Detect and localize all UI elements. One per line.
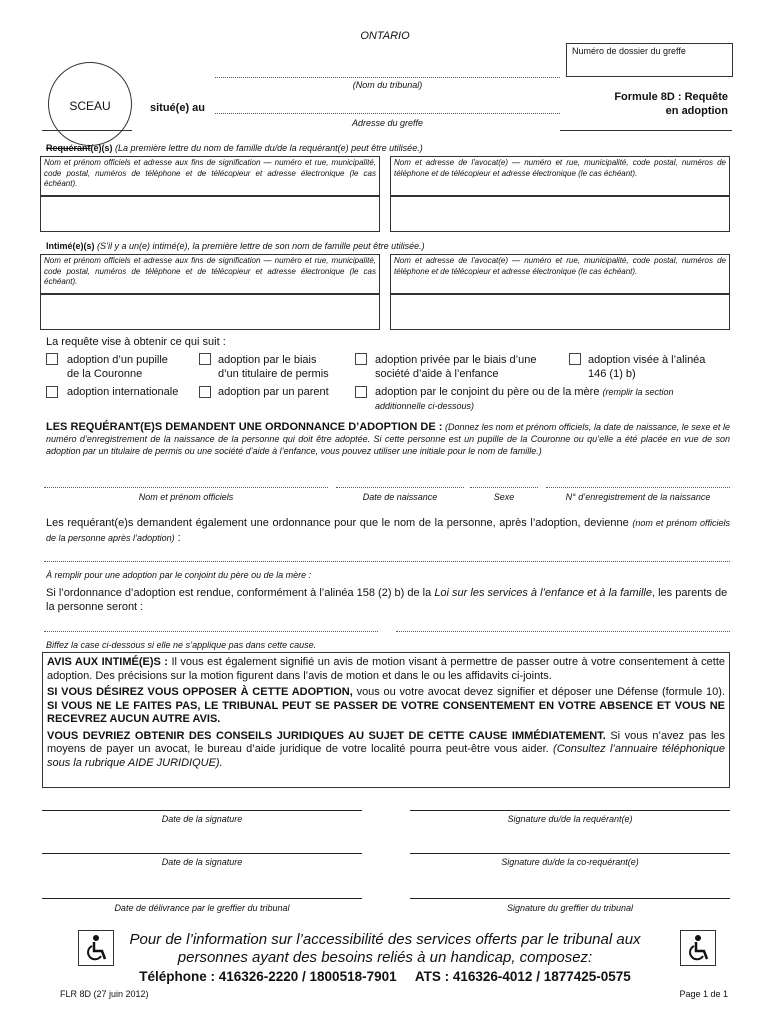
order-heading-block [46, 421, 730, 457]
office-address-field[interactable] [215, 104, 560, 114]
option-private-society [375, 353, 536, 381]
option-crown-ward-line1: adoption d’un pupille [67, 354, 168, 366]
option-spouse-text: adoption par le conjoint du père ou de la mère [375, 386, 600, 398]
applicant-left-header: Nom et prénom officiels et adresse aux fins de signification — numéro et rue, municipalité, code postal, numéros de téléphone et de télécopieur et adresse électronique (le cas échéant). [40, 156, 380, 196]
applicant-lawyer-field[interactable] [390, 196, 730, 232]
checkbox-spouse[interactable] [355, 386, 367, 398]
name-change-text [46, 516, 730, 546]
strike-note: Biffez la case ci-dessous si elle ne s’applique pas dans cette cause. [46, 640, 317, 650]
page-number: Page 1 de 1 [679, 989, 728, 999]
sig2-label: Signature du/de la co-requérant(e) [501, 857, 639, 867]
form-id: FLR 8D (27 juin 2012) [60, 989, 149, 999]
notice-p3-text: Si vous n’avez pas les moyens de payer un avocat, le bureau d’aide juridique de votre localité pourra peut-être vous aider. [47, 729, 726, 755]
order-note: (Donnez les nom et prénom officiels, la date de naissance, le sexe et le numéro d’enregistrement de la naissance de la personne qui doit être adoptée. Si cette personne est un pupille de la Couronne ou qu’elle a été placée en vue de son adoption par un titulaire de permis ou une société d’aide à l’enfance, vous pouvez utiliser une initiale pour le nom de famille.) [46, 422, 730, 456]
col-reg-label: N° d’enregistrement de la naissance [565, 492, 711, 502]
office-address-label: Adresse du greffe [351, 118, 424, 128]
wheelchair-icon-right [680, 930, 716, 966]
col-dob-label: Date de naissance [362, 492, 438, 502]
date3-line[interactable] [42, 898, 362, 899]
col-sex-label: Sexe [493, 492, 515, 502]
file-number-label: Numéro de dossier du greffe [572, 46, 686, 56]
applicants-table [40, 156, 730, 232]
court-name-label: (Nom du tribunal) [352, 80, 423, 90]
name-change-note: (nom et prénom officiels de la personne après l’adoption) [46, 518, 730, 543]
applicants-note: (La première lettre du nom de famille du/de la requérant(e) peut être utilisée.) [115, 143, 423, 153]
notice-p2-bold2: SI VOUS NE LE FAITES PAS, LE TRIBUNAL PEUT SE PASSER DE VOTRE CONSENTEMENT EN VOTRE ABSENCE ET VOUS NE RECEVREZ AUCUN AUTRE AVIS. [47, 699, 725, 725]
notice-p1-text: Il vous est également signifié un avis de motion visant à permettre de passer outre à votre consentement à cette adoption. Des précisions sur la motion figurent dans l’avis de motion et dans le ou les affidavits ci-joints. [47, 656, 726, 682]
sig2-line[interactable] [410, 853, 730, 854]
child-sex-field[interactable] [470, 482, 538, 488]
checkbox-crown-ward[interactable] [46, 353, 58, 365]
order-heading: LES REQUÉRANT(E)S DEMANDENT UNE ORDONNANCE D’ADOPTION DE : [46, 421, 443, 433]
accessibility-text [120, 931, 650, 967]
parent2-field[interactable] [396, 626, 730, 632]
title-underline [560, 130, 732, 131]
option-licensee-line2: d’un titulaire de permis [218, 368, 329, 380]
accessibility-phone: Téléphone : 416326-2220 / 1800518-7901 ATS : 416326-4012 / 1877425-0575 [139, 969, 631, 984]
respondents-note: (S’il y a un(e) intimé(e), la première lettre de son nom de famille peut être utilisée.) [97, 241, 425, 251]
parent1-field[interactable] [44, 626, 378, 632]
applicant-right-header: Nom et adresse de l'avocat(e) — numéro et rue, municipalité, code postal, numéros de téléphone et de télécopieur et adresse électronique (le cas échéant). [390, 156, 730, 196]
option-146-line2: 146 (1) b) [588, 368, 636, 380]
province: ONTARIO [360, 30, 410, 42]
date1-line[interactable] [42, 810, 362, 811]
option-private-line1: adoption privée par le biais d’une [375, 354, 537, 366]
sig1-label: Signature du/de la requérant(e) [507, 814, 633, 824]
option-licensee [218, 353, 329, 381]
option-crown-ward [67, 353, 168, 381]
spouse-text-b: , les parents de la personne seront : [46, 587, 728, 613]
respondent-info-field[interactable] [40, 294, 380, 330]
option-spouse-note2: additionnelle ci-dessous) [375, 401, 475, 411]
notice-p1 [47, 656, 725, 683]
sig1-line[interactable] [410, 810, 730, 811]
child-dob-field[interactable] [336, 482, 464, 488]
spouse-note: À remplir pour une adoption par le conjoint du père ou de la mère : [46, 570, 312, 580]
applicants-heading [46, 143, 736, 153]
seal-underline [42, 130, 132, 131]
notice-p2-text: vous ou votre avocat devez signifier et déposer une Défense (formule 10). [352, 686, 726, 698]
new-name-field[interactable] [44, 556, 730, 562]
sig3-line[interactable] [410, 898, 730, 899]
applicant-info-field[interactable] [40, 196, 380, 232]
date3-label: Date de délivrance par le greffier du tribunal [114, 903, 290, 913]
applicants-heading-strike: Requérant [46, 143, 91, 153]
notice-p2-bold1: SI VOUS DÉSIREZ VOUS OPPOSER À CETTE ADOPTION, [47, 686, 353, 698]
form-title-line1: Formule 8D : Requête [614, 91, 728, 103]
option-licensee-line1: adoption par le biais [218, 354, 317, 366]
date2-label: Date de la signature [161, 857, 243, 867]
notice-p1-bold: AVIS AUX INTIMÉ(E)S : [47, 656, 168, 668]
option-spouse-note: (remplir la section [602, 387, 674, 397]
checkbox-private-society[interactable] [355, 353, 367, 365]
request-intro: La requête vise à obtenir ce qui suit : [46, 336, 226, 348]
notice-p2 [47, 686, 725, 727]
respondent-lawyer-field[interactable] [390, 294, 730, 330]
spouse-text-a: Si l’ordonnance d’adoption est rendue, conformément à l’alinéa 158 (2) b) de la [46, 587, 435, 599]
option-parent: adoption par un parent [218, 386, 329, 398]
option-146 [588, 353, 705, 381]
checkbox-licensee[interactable] [199, 353, 211, 365]
child-reg-field[interactable] [546, 482, 730, 488]
name-change-colon: : [174, 532, 181, 544]
notice-p3-bold: VOUS DEVRIEZ OBTENIR DES CONSEILS JURIDIQUES AU SUJET DE CETTE CAUSE IMMÉDIATEMENT. [47, 729, 606, 742]
respondent-right-header: Nom et adresse de l'avocat(e) — numéro et rue, municipalité, code postal, numéros de téléphone et de télécopieur et adresse électronique (le cas échéant). [390, 254, 730, 294]
accessibility-line1: Pour de l’information sur l’accessibilité des services offerts par le tribunal aux [129, 931, 641, 948]
sig3-label: Signature du greffier du tribunal [506, 903, 634, 913]
option-spouse [375, 386, 674, 398]
option-international: adoption internationale [67, 386, 179, 398]
date1-label: Date de la signature [161, 814, 243, 824]
respondents-heading [46, 241, 736, 251]
wheelchair-icon [78, 930, 114, 966]
notice-p3 [47, 730, 725, 771]
applicants-heading-rest: (e)(s) [90, 143, 113, 153]
notice-box[interactable] [42, 652, 730, 788]
respondents-table [40, 254, 730, 330]
option-crown-ward-line2: de la Couronne [67, 368, 143, 380]
checkbox-146[interactable] [569, 353, 581, 365]
name-change-main: Les requérant(e)s demandent également une ordonnance pour que le nom de la personne, après l’adoption, devienne [46, 517, 629, 529]
option-146-line1: adoption visée à l’alinéa [588, 354, 706, 366]
date2-line[interactable] [42, 853, 362, 854]
court-name-field[interactable] [215, 70, 560, 78]
spouse-law: Loi sur les services à l’enfance et à la famille [434, 587, 652, 599]
form-title-line2: en adoption [665, 105, 728, 117]
file-number-field[interactable] [566, 43, 733, 77]
col-name-label: Nom et prénom officiels [138, 492, 234, 502]
court-seal [48, 62, 132, 146]
respondent-left-header: Nom et prénom officiels et adresse aux fins de signification — numéro et rue, municipalité, code postal, numéros de téléphone et de télécopieur et adresse électronique (le cas échéant). [40, 254, 380, 294]
accessibility-line2: personnes ayant des besoins reliés à un handicap, composez: [177, 949, 593, 966]
option-private-line2: société d’aide à l’enfance [375, 368, 499, 380]
child-name-field[interactable] [44, 482, 328, 488]
seal-label: SCEAU [69, 99, 111, 113]
notice-p3-italic: (Consultez l’annuaire téléphonique sous la rubrique AIDE JURIDIQUE). [47, 743, 725, 769]
checkbox-international[interactable] [46, 386, 58, 398]
checkbox-parent[interactable] [199, 386, 211, 398]
spouse-text [46, 586, 730, 614]
located-at-label: situé(e) au [150, 102, 206, 114]
respondents-heading-bold: Intimé(e)(s) [46, 241, 95, 251]
